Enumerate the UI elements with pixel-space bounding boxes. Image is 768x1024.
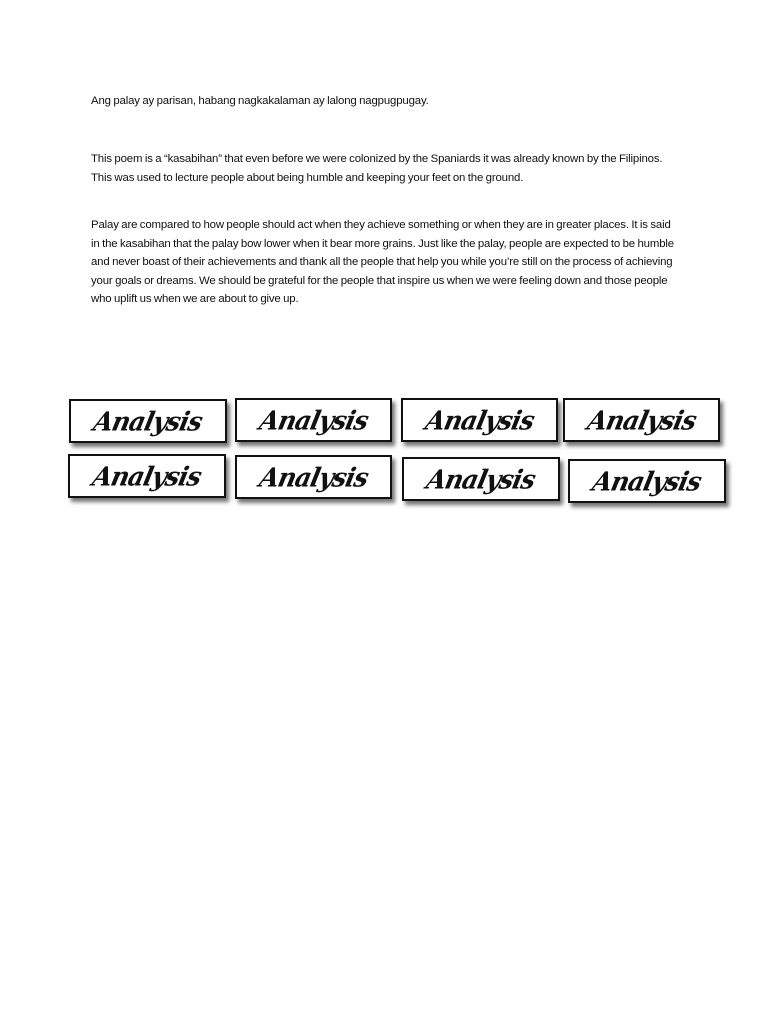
analysis-label bbox=[235, 398, 392, 442]
analysis-label-text: Analysis bbox=[424, 463, 538, 495]
analysis-label bbox=[68, 454, 226, 498]
paragraph-intro: This poem is a “kasabihan” that even before we were colonized by the Spaniards it was already known by the Filipinos. This was used to lecture people about being humble and keeping your feet on the ground. bbox=[91, 153, 663, 184]
quote-line: Ang palay ay parisan, habang nagkakalaman ay lalong nagpugpugay. bbox=[91, 95, 429, 107]
paragraph-explanation: Palay are compared to how people should act when they achieve something or when they are in greater places. It is said in the kasabihan that the palay bow lower when it bear more grains. Just like the palay, people are expected to be humble and never boast of their achievements and thank all the people that help you while you’re still on the process of achieving your goals or dreams. We should be grateful for the people that inspire us when we were feeling down and those people who uplift us when we are about to give up. bbox=[91, 219, 674, 306]
analysis-label-text: Analysis bbox=[590, 465, 704, 497]
analysis-label bbox=[69, 399, 227, 443]
analysis-label-text: Analysis bbox=[90, 460, 204, 492]
analysis-label-text: Analysis bbox=[584, 404, 699, 436]
analysis-label bbox=[235, 455, 392, 499]
analysis-label bbox=[401, 398, 558, 442]
analysis-label-text: Analysis bbox=[256, 461, 371, 493]
analysis-label-text: Analysis bbox=[422, 404, 537, 436]
analysis-label-text: Analysis bbox=[256, 404, 371, 436]
analysis-label-text: Analysis bbox=[91, 405, 205, 437]
analysis-label bbox=[568, 459, 726, 503]
analysis-label bbox=[563, 398, 720, 442]
analysis-label bbox=[402, 457, 560, 501]
